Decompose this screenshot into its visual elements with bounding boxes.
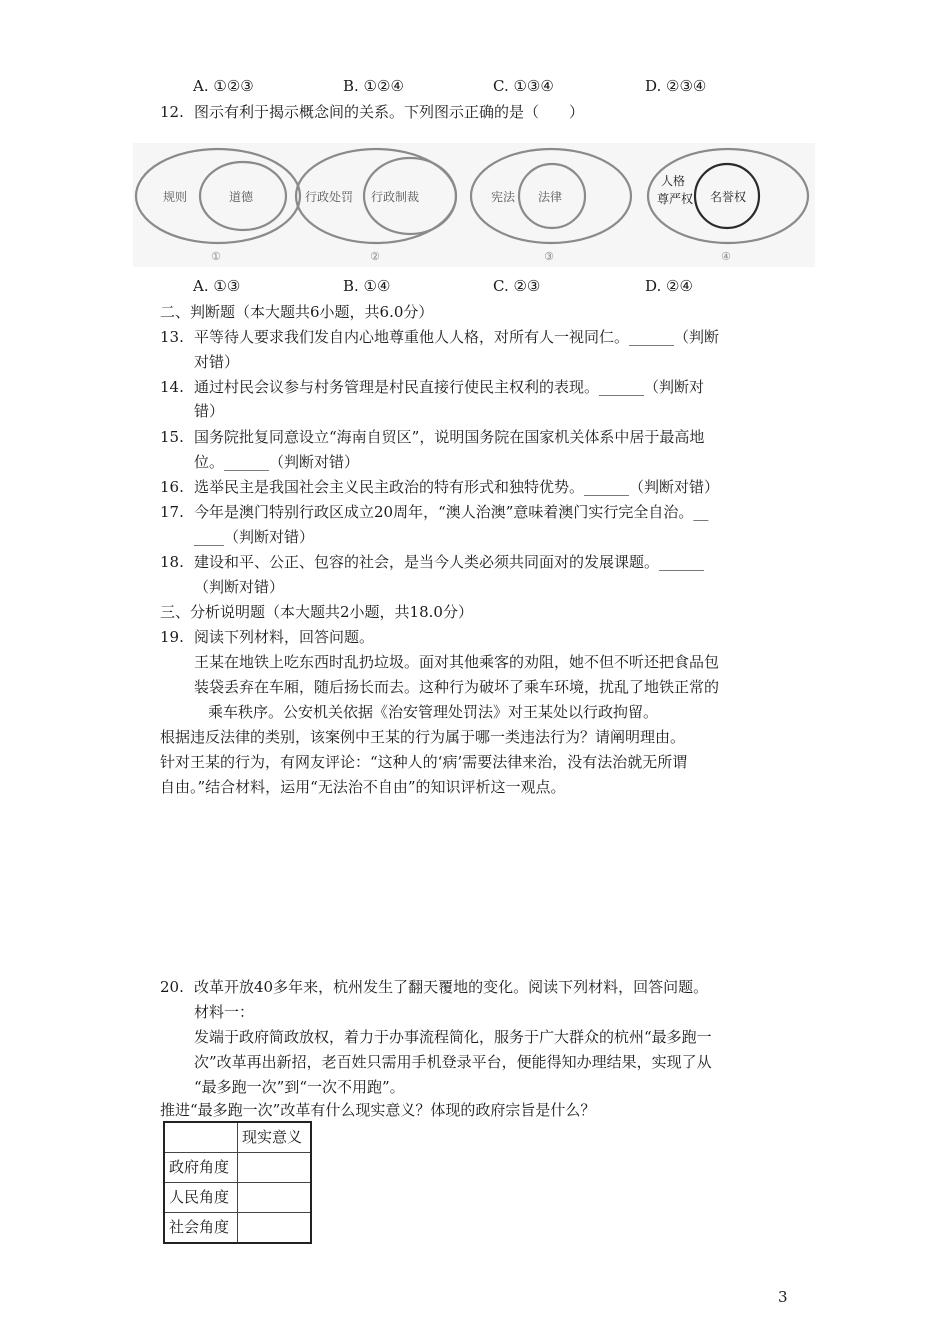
q19-material-line3: 乘车秩序。公安机关依据《治安管理处罚法》对王某处以行政拘留。 xyxy=(208,703,659,721)
q16 xyxy=(160,476,800,498)
table-row xyxy=(164,1213,311,1244)
q17-line1: 今年是澳门特别行政区成立20周年，“澳人治澳”意味着澳门实行完全自治。__ xyxy=(194,503,709,521)
table-row-label: 社会角度 xyxy=(164,1213,238,1244)
diagram3-inner-label: 法律 xyxy=(538,190,563,204)
q12-option-c: C. ②③ xyxy=(493,277,541,295)
q14-cont xyxy=(160,400,800,422)
q17 xyxy=(160,501,800,523)
q19-material-line1: 王某在地铁上吃东西时乱扔垃圾。面对其他乘客的劝阻，她不但不听还把食品包 xyxy=(194,653,720,671)
diagram4-outer-label-line2: 尊严权 xyxy=(657,192,694,206)
q12-question xyxy=(160,101,800,123)
q20-material-1 xyxy=(160,1026,800,1048)
diagram2-number: ② xyxy=(370,250,380,263)
table-corner-cell xyxy=(164,1122,238,1153)
q20-material-title-text: 材料一： xyxy=(194,1003,255,1021)
q15-line1: 国务院批复同意设立“海南自贸区”，说明国务院在国家机关体系中居于最高地 xyxy=(194,428,705,446)
diagram1-inner-label: 道德 xyxy=(229,190,254,204)
q12-text: 图示有利于揭示概念间的关系。下列图示正确的是（ ） xyxy=(194,103,585,121)
q13-number: 13. xyxy=(160,328,184,346)
q15-number: 15. xyxy=(160,428,184,446)
q20-material-2 xyxy=(160,1051,800,1073)
q19 xyxy=(160,626,800,648)
diagram3-outer-label: 宪法 xyxy=(491,190,516,204)
q20-material-title xyxy=(160,1001,800,1023)
q20-number: 20. xyxy=(160,978,184,996)
q19-material-line2: 装袋丢弃在车厢，随后扬长而去。这种行为破坏了乘车环境，扰乱了地铁正常的 xyxy=(194,678,720,696)
q15-line2: 位。______（判断对错） xyxy=(194,453,360,471)
q19-material-3 xyxy=(160,701,800,723)
q19-question2-line1: 针对王某的行为，有网友评论：“这种人的‘病’需要法律来治，没有法治就无所谓 xyxy=(160,753,688,771)
q12-options xyxy=(193,277,793,299)
answer-cell[interactable] xyxy=(238,1153,312,1183)
diagram4-number: ④ xyxy=(721,250,731,263)
answer-cell[interactable] xyxy=(238,1213,312,1244)
q11-options xyxy=(193,77,793,99)
table-header-cell: 现实意义 xyxy=(238,1122,312,1153)
q11-option-b: B. ①②④ xyxy=(343,77,404,95)
q11-option-d: D. ②③④ xyxy=(645,77,707,95)
q20-material-line2: 次”改革再出新招，老百姓只需用手机登录平台，便能得知办理结果，实现了从 xyxy=(194,1053,712,1071)
q13 xyxy=(160,326,800,348)
q18-line1: 建设和平、公正、包容的社会，是当今人类必须共同面对的发展课题。______ xyxy=(194,553,705,571)
q16-number: 16. xyxy=(160,478,184,496)
diagram4-inner-label: 名誉权 xyxy=(710,190,747,204)
q12-option-a: A. ①③ xyxy=(193,277,241,295)
q18 xyxy=(160,551,800,573)
q14-line1: 通过村民会议参与村务管理是村民直接行使民主权利的表现。______（判断对 xyxy=(194,378,705,396)
table-row-label: 政府角度 xyxy=(164,1153,238,1183)
diagram2-inner-label: 行政制裁 xyxy=(371,190,420,204)
diagram2-outer-label: 行政处罚 xyxy=(305,190,354,204)
q20-material-3 xyxy=(160,1076,800,1098)
q19-question1: 根据违反法律的类别，该案例中王某的行为属于哪一类违法行为？请阐明理由。 xyxy=(160,728,686,746)
q20-question: 推进“最多跑一次”改革有什么现实意义？体现的政府宗旨是什么？ xyxy=(160,1101,596,1119)
q19-material-1 xyxy=(160,651,800,673)
table-row xyxy=(164,1183,311,1213)
section3-heading: 三、分析说明题（本大题共2小题，共18.0分） xyxy=(160,603,473,621)
table-row-label: 人民角度 xyxy=(164,1183,238,1213)
q19-material-2 xyxy=(160,676,800,698)
section2-heading: 二、判断题（本大题共6小题，共6.0分） xyxy=(160,303,434,321)
q13-line2: 对错） xyxy=(194,353,240,371)
q14-line2: 错） xyxy=(194,402,225,420)
q13-cont xyxy=(160,351,800,373)
q19-intro: 阅读下列材料，回答问题。 xyxy=(194,628,375,646)
q20-answer-table xyxy=(163,1121,312,1244)
q17-number: 17. xyxy=(160,503,184,521)
q12-option-d: D. ②④ xyxy=(645,277,693,295)
q18-line2: （判断对错） xyxy=(194,578,285,596)
q19-question2-line2: 自由。”结合材料，运用“无法治不自由”的知识评析这一观点。 xyxy=(160,778,566,796)
diagram1-outer-label: 规则 xyxy=(163,190,188,204)
q11-option-c: C. ①③④ xyxy=(493,77,554,95)
q15-cont xyxy=(160,451,800,473)
q12-option-b: B. ①④ xyxy=(343,277,391,295)
diagram3-number: ③ xyxy=(544,250,554,263)
q20-intro: 改革开放40多年来，杭州发生了翻天覆地的变化。阅读下列材料，回答问题。 xyxy=(194,978,709,996)
diagram4-outer-label-line1: 人格 xyxy=(661,174,686,188)
q20-material-line1: 发端于政府简政放权，着力于办事流程简化，服务于广大群众的杭州“最多跑一 xyxy=(194,1028,712,1046)
diagram1-number: ① xyxy=(211,250,221,263)
q17-line2: ____（判断对错） xyxy=(194,528,315,546)
q13-line1: 平等待人要求我们发自内心地尊重他人人格，对所有人一视同仁。______（判断 xyxy=(194,328,720,346)
q20 xyxy=(160,976,800,998)
q20-material-line3: “最多跑一次”到“一次不用跑”。 xyxy=(194,1078,405,1096)
answer-cell[interactable] xyxy=(238,1183,312,1213)
q14 xyxy=(160,376,800,398)
q16-line1: 选举民主是我国社会主义民主政治的特有形式和独特优势。______（判断对错） xyxy=(194,478,720,496)
q12-figure xyxy=(133,143,815,267)
q12-number: 12. xyxy=(160,103,184,121)
q18-number: 18. xyxy=(160,553,184,571)
q15 xyxy=(160,426,800,448)
page-number: 3 xyxy=(778,1288,788,1306)
q11-option-a: A. ①②③ xyxy=(193,77,254,95)
q18-cont xyxy=(160,576,800,598)
q19-number: 19. xyxy=(160,628,184,646)
table-row xyxy=(164,1122,311,1153)
q17-cont xyxy=(160,526,800,548)
table-row xyxy=(164,1153,311,1183)
q14-number: 14. xyxy=(160,378,184,396)
